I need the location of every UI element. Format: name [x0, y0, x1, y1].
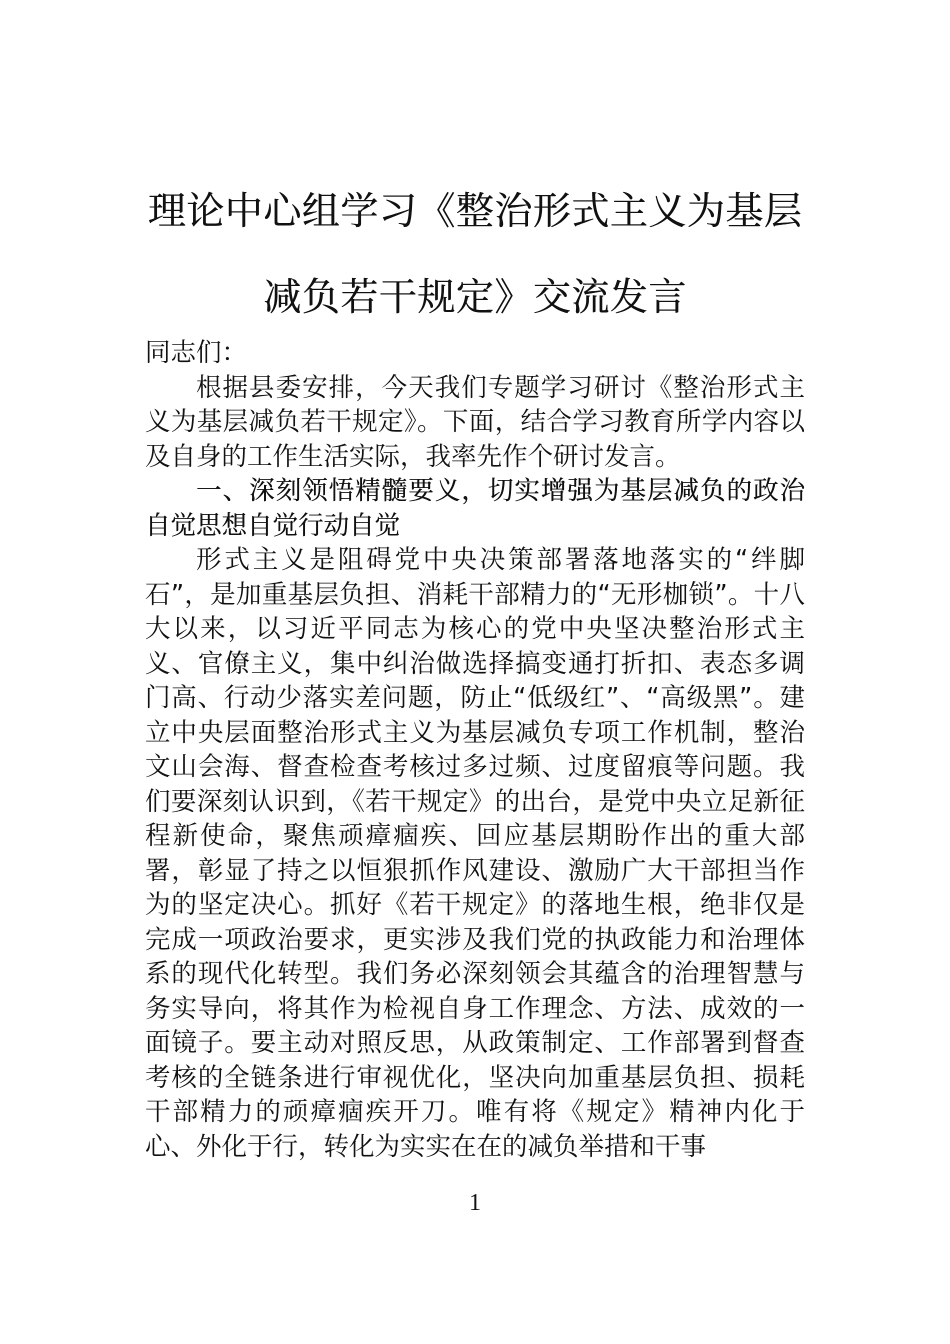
section-heading: 一、深刻领悟精髓要义，切实增强为基层减负的政治自觉思想自觉行动自觉 — [145, 476, 805, 541]
document-title: 理论中心组学习《整治形式主义为基层减负若干规定》交流发言 — [147, 189, 803, 319]
page-number: 1 — [469, 1190, 481, 1216]
paragraph-body: 形式主义是阻碍党中央决策部署落地落实的“绊脚石”，是加重基层负担、消耗干部精力的“无形枷锁”。十八大以来，以习近平同志为核心的党中央坚决整治形式主义、官僚主义，集中纠治做选择搞变通打折扣、表态多调门高、行动少落实差问题，防止“低级红”、“高级黑”。建立中央层面整治形式主义为基层减负专项工作机制，整治文山会海、督查检查考核过多过频、过度留痕等问题。我们要深刻认识到，《若干规定》的出台，是党中央立足新征程新使命，聚焦顽瘴痼疾、回应基层期盼作出的重大部署，彰显了持之以恒狠抓作风建设、激励广大干部担当作为的坚定决心。抓好《若干规定》的落地生根，绝非仅是完成一项政治要求，更实涉及我们党的执政能力和治理体系的现代化转型。我们务必深刻领会其蕴含的治理智慧与务实导向，将其作为检视自身工作理念、方法、成效的一面镜子。要主动对照反思，从政策制定、工作部署到督查考核的全链条进行审视优化，坚决向加重基层负担、损耗干部精力的顽瘴痼疾开刀。唯有将《规定》精神内化于心、外化于行，转化为实实在在的减负举措和干事 — [145, 545, 805, 1162]
document-body — [145, 336, 805, 1164]
paragraph-intro: 根据县委安排，今天我们专题学习研讨《整治形式主义为基层减负若干规定》。下面，结合学习教育所学内容以及自身的工作生活实际，我率先作个研讨发言。 — [145, 372, 805, 472]
salutation: 同志们： — [145, 338, 248, 368]
